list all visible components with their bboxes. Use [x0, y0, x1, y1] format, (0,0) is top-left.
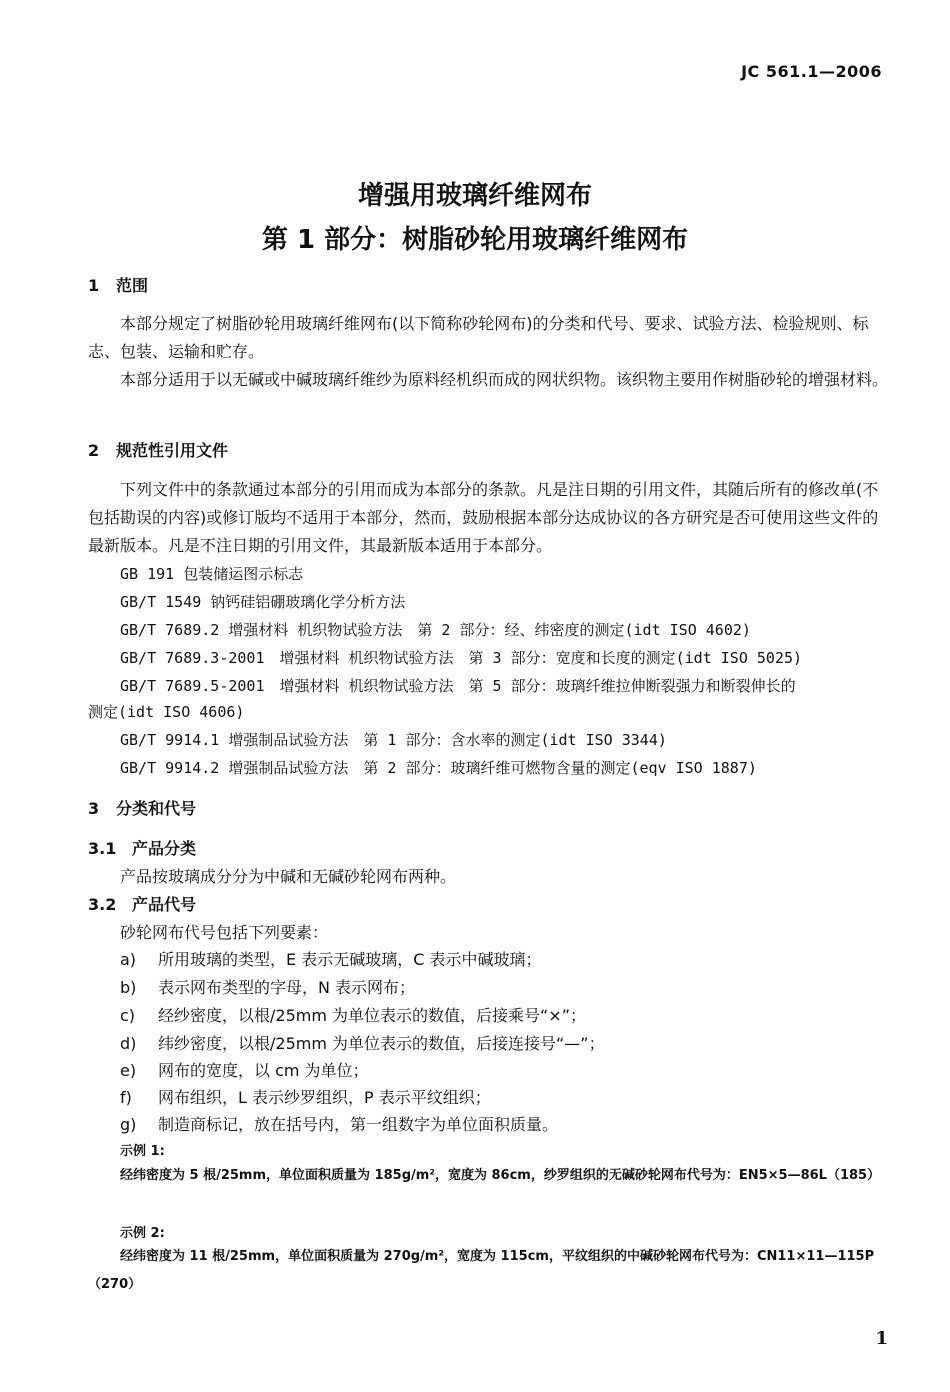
- section-1-para-1: 本部分规定了树脂砂轮用玻璃纤维网布(以下简称砂轮网布)的分类和代号、要求、试验方法、检验规则、标志、包装、运输和贮存。: [88, 314, 869, 361]
- subsection-title: 产品代号: [132, 895, 197, 914]
- example-2-text: 经纬密度为 11 根/25mm，单位面积质量为 270g/m²，宽度为 115cm，平纹组织的中碱砂轮网布代号为：CN11×11—115P（270）: [88, 1249, 875, 1292]
- doc-subtitle: 第 1 部分：树脂砂轮用玻璃纤维网布: [261, 225, 689, 255]
- example-1-label: 示例 1:: [120, 1144, 165, 1159]
- list-item: [120, 1058, 369, 1081]
- list-item-label: e): [120, 1061, 137, 1080]
- list-item: [120, 947, 541, 970]
- list-item-text: 纬纱密度，以根/25mm 为单位表示的数值，后接连接号“—”；: [158, 1034, 605, 1053]
- subsection-3-2-intro: 砂轮网布代号包括下列要素：: [120, 923, 329, 942]
- section-title: 范围: [116, 276, 149, 295]
- section-1-para-2: 本部分适用于以无碱或中碱玻璃纤维纱为原料经机织而成的网状织物。该织物主要用作树脂砂轮的增强材料。: [120, 370, 889, 389]
- list-item: [120, 1003, 586, 1026]
- page-number: 1: [875, 1328, 888, 1349]
- subsection-title: 产品分类: [132, 839, 197, 858]
- reference-item: GB/T 7689.5-2001 增强材料 机织物试验方法 第 5 部分：玻璃纤维拉伸断裂强力和断裂伸长的: [120, 677, 796, 695]
- section-3-heading: [88, 796, 196, 819]
- reference-item: GB/T 9914.1 增强制品试验方法 第 1 部分：含水率的测定(idt ISO 3344): [120, 731, 667, 749]
- list-item-label: d): [120, 1034, 137, 1053]
- section-title: 规范性引用文件: [116, 441, 229, 460]
- reference-item: GB 191 包装储运图示标志: [120, 565, 304, 583]
- list-item: [120, 1112, 558, 1135]
- subsection-3-1-text: 产品按玻璃成分分为中碱和无碱砂轮网布两种。: [120, 867, 457, 886]
- list-item: [120, 975, 415, 998]
- list-item-text: 制造商标记，放在括号内，第一组数字为单位面积质量。: [158, 1115, 559, 1134]
- list-item-label: b): [120, 978, 137, 997]
- list-item-text: 所用玻璃的类型，E 表示无碱玻璃，C 表示中碱玻璃；: [158, 950, 542, 969]
- list-item-text: 网布组织，L 表示纱罗组织，P 表示平纹组织；: [158, 1088, 491, 1107]
- subsection-number: 3.2: [88, 895, 117, 914]
- reference-item: GB/T 9914.2 增强制品试验方法 第 2 部分：玻璃纤维可燃物含量的测定(eqv ISO 1887): [120, 759, 757, 777]
- list-item-text: 网布的宽度，以 cm 为单位；: [158, 1061, 369, 1080]
- section-1-heading: [88, 273, 148, 296]
- list-item-label: a): [120, 950, 137, 969]
- doc-title: 增强用玻璃纤维网布: [357, 181, 592, 211]
- list-item: [120, 1031, 605, 1054]
- list-item: [120, 1085, 491, 1108]
- section-number: 3: [88, 799, 100, 818]
- list-item-text: 表示网布类型的字母，N 表示网布；: [158, 978, 416, 997]
- reference-item: GB/T 7689.3-2001 增强材料 机织物试验方法 第 3 部分：宽度和长度的测定(idt ISO 5025): [120, 649, 803, 667]
- reference-item-continuation: 测定(idt ISO 4606): [88, 703, 245, 721]
- list-item-label: g): [120, 1115, 137, 1134]
- subsection-number: 3.1: [88, 839, 117, 858]
- list-item-label: f): [120, 1088, 132, 1107]
- section-2-heading: [88, 438, 228, 461]
- section-number: 2: [88, 441, 100, 460]
- reference-item: GB/T 1549 钠钙硅铝硼玻璃化学分析方法: [120, 593, 406, 611]
- standard-code: JC 561.1—2006: [741, 62, 882, 81]
- subsection-3-1-heading: [88, 836, 196, 859]
- list-item-label: c): [120, 1006, 136, 1025]
- section-number: 1: [88, 276, 100, 295]
- subsection-3-2-heading: [88, 892, 196, 915]
- list-item-text: 经纱密度，以根/25mm 为单位表示的数值，后接乘号“×”；: [158, 1006, 586, 1025]
- example-1-text: 经纬密度为 5 根/25mm，单位面积质量为 185g/m²，宽度为 86cm，纱罗组织的无碱砂轮网布代号为：EN5×5—86L（185）: [120, 1168, 881, 1183]
- example-2-label: 示例 2:: [120, 1226, 165, 1241]
- section-2-para-1: 下列文件中的条款通过本部分的引用而成为本部分的条款。凡是注日期的引用文件，其随后所有的修改单(不包括勘误的内容)或修订版均不适用于本部分，然而，鼓励根据本部分达成协议的各方研究是否可使用这些文件的最新版本。凡是不注日期的引用文件，其最新版本适用于本部分。: [88, 480, 879, 555]
- section-title: 分类和代号: [116, 799, 197, 818]
- reference-item: GB/T 7689.2 增强材料 机织物试验方法 第 2 部分：经、纬密度的测定(idt ISO 4602): [120, 621, 751, 639]
